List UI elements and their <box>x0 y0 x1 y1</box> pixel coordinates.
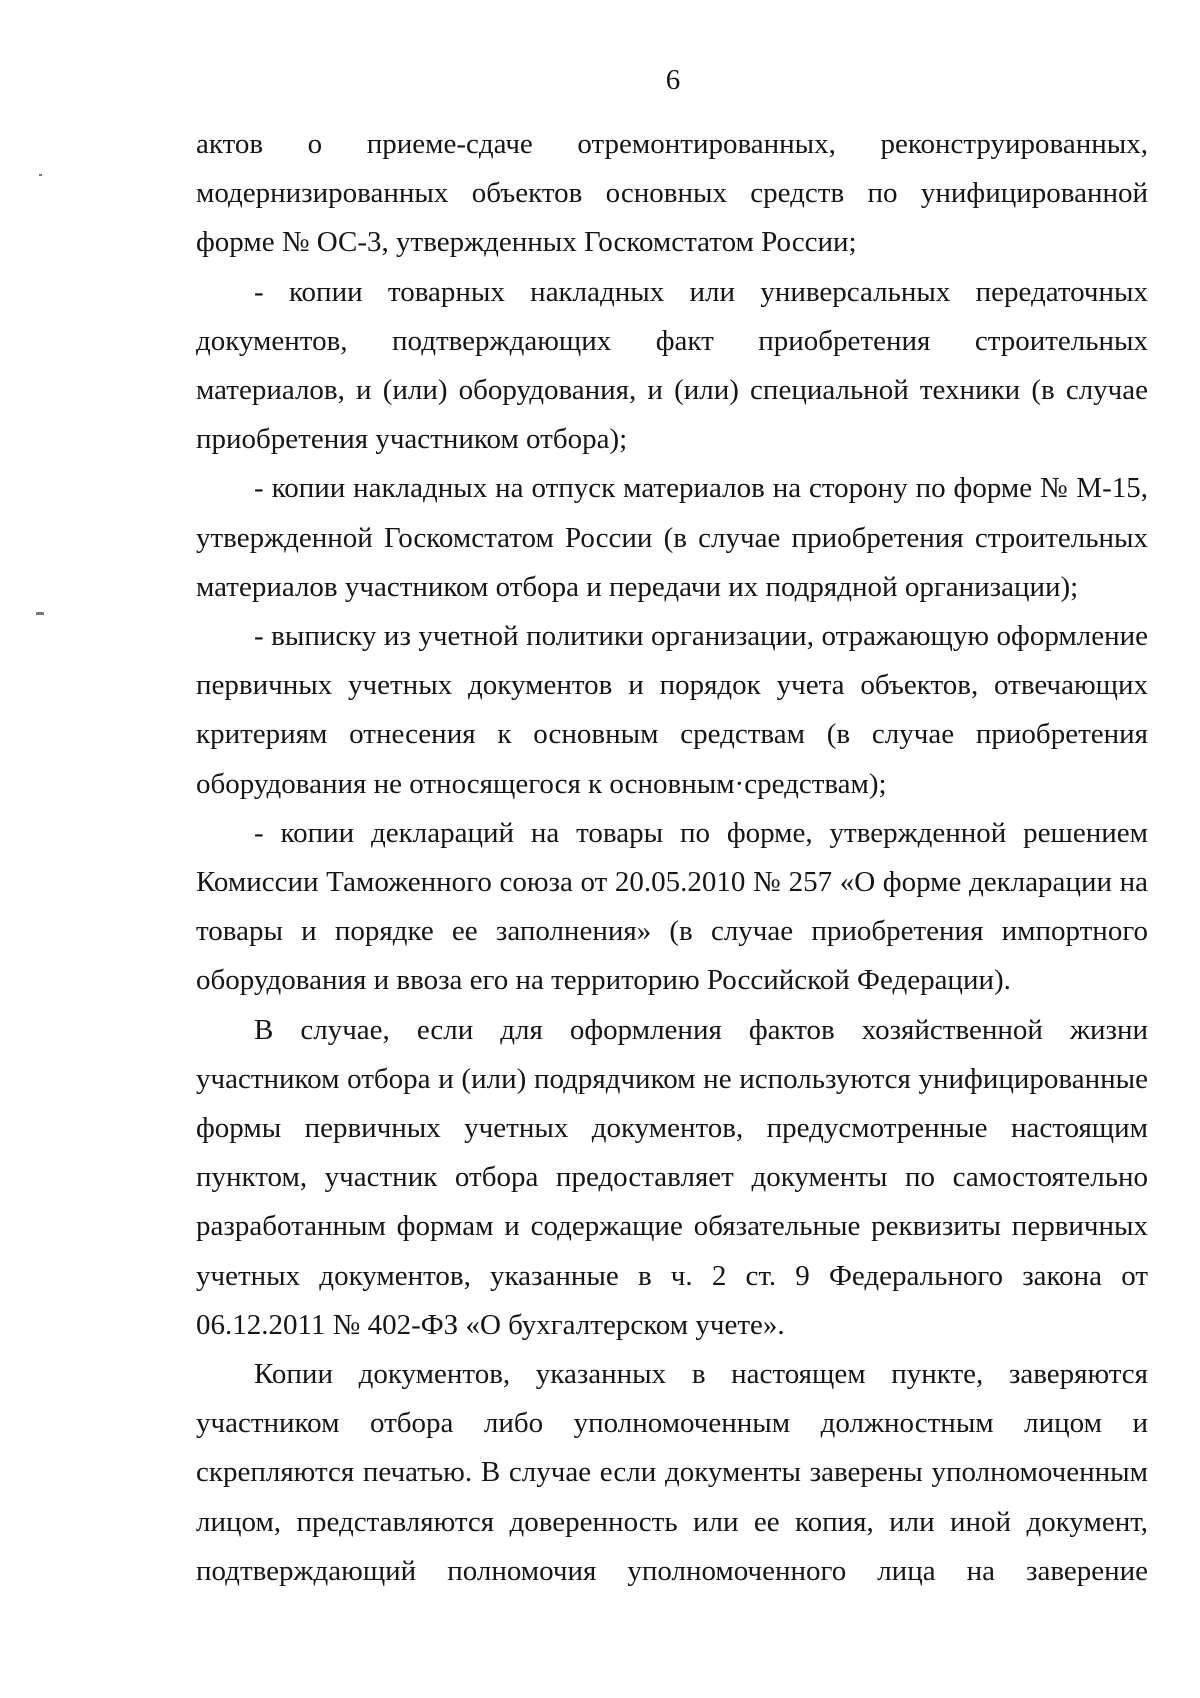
paragraph-4: - выписку из учетной политики организации, отражающую оформление первичных учетных документов и порядок учета объектов, отвечающих критериям отнесения к основным средствам (в случае приобретения оборудования не относящегося к основным·средствам); <box>196 620 1148 800</box>
paragraph-1: актов о приеме-сдаче отремонтированных, реконструированных, модернизированных объектов основных средств по унифицированной форме № ОС-3, утвержденных Госкомстатом России; <box>196 128 1148 259</box>
paragraph-6: В случае, если для оформления фактов хозяйственной жизни участником отбора и (или) подрядчиком не используются унифицированные формы первичных учетных документов, предусмотренные настоящим пунктом, участник отбора предоставляет документы по самостоятельно разработанным формам и содержащие обязательные реквизиты первичных учетных документов, указанные в ч. 2 ст. 9 Федерального закона от 06.12.2011 № 402-ФЗ «О бухгалтерском учете». <box>196 1013 1148 1341</box>
scan-artifact <box>39 174 42 176</box>
paragraph-5: - копии деклараций на товары по форме, утвержденной решением Комиссии Таможенного союза от 20.05.2010 № 257 «О форме декларации на товары и порядке ее заполнения» (в случае приобретения импортного оборудования и ввоза его на территорию Российской Федерации). <box>196 816 1148 997</box>
scan-artifact <box>36 612 44 615</box>
paragraph-3: - копии накладных на отпуск материалов на сторону по форме № М-15, утвержденной Госкомстатом России (в случае приобретения строительных материалов участником отбора и передачи их подрядной организации); <box>196 472 1148 603</box>
paragraph-7: Копии документов, указанных в настоящем пункте, заверяются участником отбора либо уполномоченным должностным лицом и скрепляются печатью. В случае если документы заверены уполномоченным лицом, представляются доверенность или ее копия, или иной документ, подтверждающий полномочия уполномоченного лица на заверение <box>196 1358 1148 1587</box>
paragraph-2: - копии товарных накладных или универсальных передаточных документов, подтверждающих факт приобретения строительных материалов, и (или) оборудования, и (или) специальной техники (в случае приобретения участником отбора); <box>196 275 1148 456</box>
page-number: 6 <box>665 64 681 96</box>
document-body <box>196 120 1148 1596</box>
